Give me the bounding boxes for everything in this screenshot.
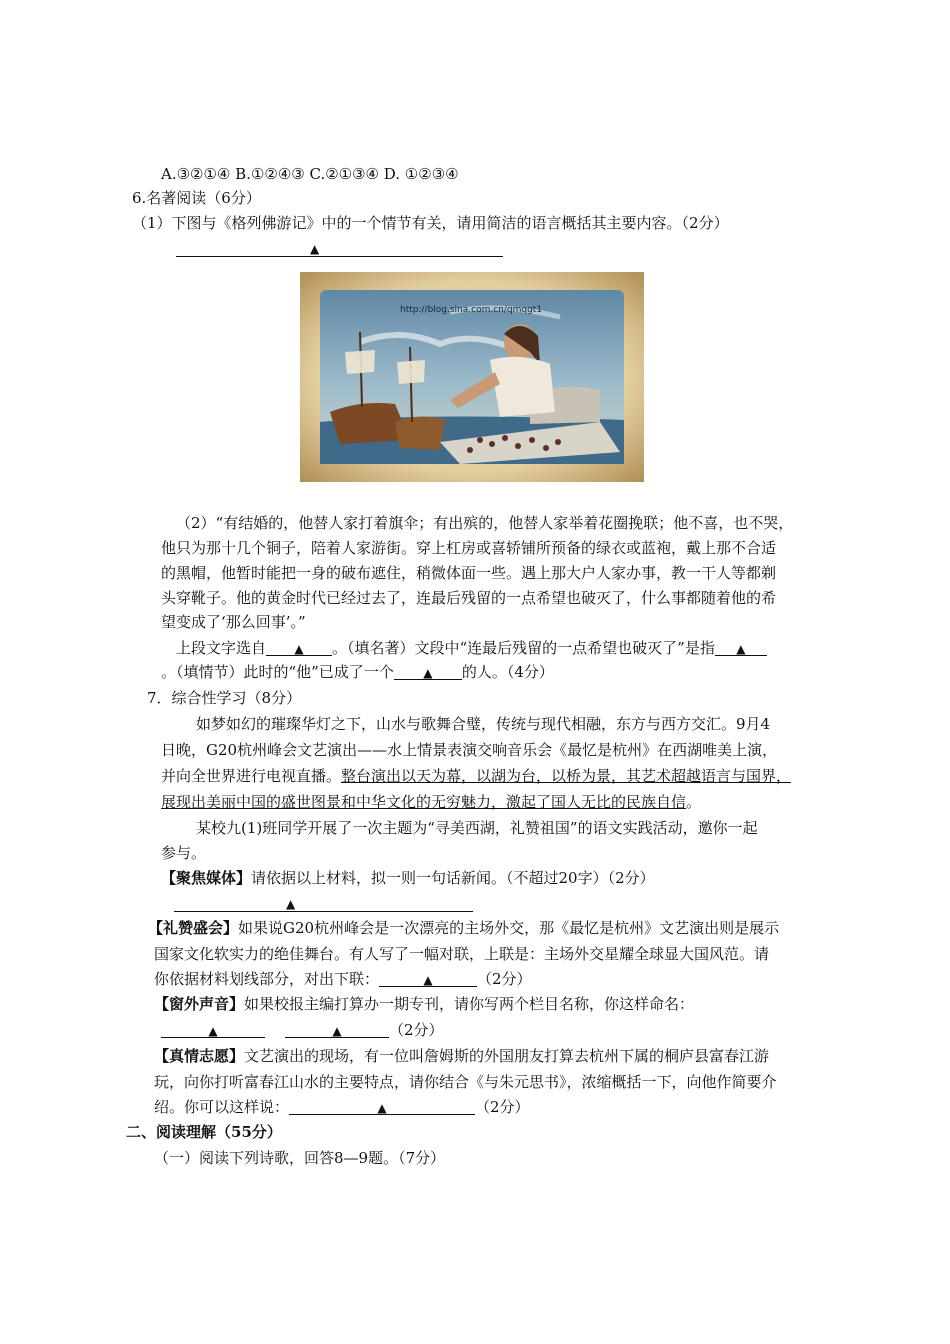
task-heading: 【真情志愿】 xyxy=(154,1047,245,1065)
q7-intro-text: 并向全世界进行电视直播。 xyxy=(161,767,342,785)
q6-part2-text: 。（填情节）此时的“他”已成了一个 xyxy=(161,663,394,681)
ship-hull-2 xyxy=(395,416,445,450)
task-text: 你依据材料划线部分，对出下联： xyxy=(154,970,380,988)
answer-marker-icon: ▲ xyxy=(423,666,433,680)
q7-intro-line: 如梦如幻的璀璨华灯之下，山水与歌舞合璧，传统与现代相融，东方与西方交汇。9月4 xyxy=(196,715,771,733)
q7-intro-line xyxy=(161,766,791,786)
section-2-title: 二、阅读理解（55分） xyxy=(126,1123,282,1141)
task-text-line: 国家文化软实力的绝佳舞台。有人写了一幅对联，上联是：主场外交星耀全球显大国风范。请 xyxy=(154,945,770,963)
task-text: 文艺演出的现场，有一位叫詹姆斯的外国朋友打算去杭州下属的桐庐县富春江游 xyxy=(244,1047,770,1065)
plot-blank[interactable] xyxy=(715,638,767,656)
q7-underlined-text: 展现出美丽中国的盛世图景和中华文化的无穷魅力，激起了国人无比的民族自信 xyxy=(161,793,687,811)
column-name-blank-2[interactable] xyxy=(285,1020,389,1038)
q6-part2-question-line1 xyxy=(176,638,767,658)
column-name-answers xyxy=(161,1020,444,1040)
q7-activity-line: 某校九(1)班同学开展了一次主题为“寻美西湖，礼赞祖国”的语文实践活动，邀你一起 xyxy=(196,819,758,837)
section-2-subtitle: （一）阅读下列诗歌，回答8—9题。（7分） xyxy=(154,1149,446,1167)
task-heading: 【礼赞盛会】 xyxy=(148,919,239,937)
q7-title: 7．综合性学习（8分） xyxy=(147,689,302,707)
answer-marker-icon: ▲ xyxy=(208,1024,218,1038)
task-outside-voice xyxy=(154,994,694,1014)
image-url-text: http://blog.sina.com.cn/qmqgt1 xyxy=(400,305,543,315)
q6-part2-text: 。（填名著）文段中“连最后残留的一点希望也破灭了”是指 xyxy=(332,639,715,657)
q6-part2-question-line2 xyxy=(161,662,554,682)
task-heading: 【聚焦媒体】 xyxy=(161,869,252,887)
answer-marker-icon: ▲ xyxy=(423,973,433,987)
fuchun-river-blank[interactable] xyxy=(289,1097,475,1115)
q7-intro-line: 日晚，G20杭州峰会文艺演出——水上情景表演交响音乐会《最忆是杭州》在西湖唯美上演， xyxy=(161,741,778,759)
book-name-blank[interactable] xyxy=(266,638,332,656)
q6-title: 6.名著阅读（6分） xyxy=(132,189,261,207)
q6-part1-prompt: （1）下图与《格列佛游记》中的一个情节有关，请用简洁的语言概括其主要内容。（2分） xyxy=(132,214,729,232)
column-name-blank-1[interactable] xyxy=(161,1020,265,1038)
q6-passage-line: 头穿靴子。他的黄金时代已经过去了，连最后残留的一点希望也破灭了，什么事都随着他的希 xyxy=(161,589,777,607)
q6-part2-text: 上段文字选自 xyxy=(176,639,267,657)
task-text-line xyxy=(154,969,532,989)
task-score: （2分） xyxy=(475,1098,530,1116)
couplet-blank[interactable] xyxy=(379,969,477,987)
q6-part1-answer-line[interactable] xyxy=(176,256,503,257)
answer-marker-icon: ▲ xyxy=(286,897,296,911)
q6-passage-line: 望变成了‘那么回事’。” xyxy=(161,613,306,631)
gulliver-illustration xyxy=(300,272,644,482)
q6-passage-line: （2）“有结婚的，他替人家打着旗伞；有出殡的，他替人家举着花圈挽联；他不喜，也不哭， xyxy=(176,514,794,532)
q7-intro-text: 。 xyxy=(686,793,702,811)
task-text-line xyxy=(154,1097,530,1117)
task-focus-media xyxy=(161,868,655,888)
task-text: 如果校报主编打算办一期专刊，请你写两个栏目名称，你这样命名： xyxy=(244,995,695,1013)
answer-marker-icon: ▲ xyxy=(377,1101,387,1115)
answer-marker-icon: ▲ xyxy=(332,1024,342,1038)
news-answer-line[interactable] xyxy=(174,911,473,912)
q6-passage-line: 的黑帽，他暂时能把一身的破布遮住，稍微体面一些。遇上那大户人家办事，教一干人等都剃 xyxy=(161,564,777,582)
task-text: 请依据以上材料，拟一则一句话新闻。（不超过20字）（2分） xyxy=(251,869,655,887)
task-text: 绍。你可以这样说： xyxy=(154,1098,290,1116)
q7-activity-line: 参与。 xyxy=(161,844,207,862)
q7-underlined-text: 整台演出以天为幕，以湖为台，以桥为景，其艺术超越语言与国界， xyxy=(341,767,792,785)
task-heading: 【窗外声音】 xyxy=(154,995,245,1013)
gulliver-body xyxy=(490,357,555,417)
task-score: （2分） xyxy=(477,970,532,988)
answer-marker-icon: ▲ xyxy=(310,242,320,256)
task-praise xyxy=(148,918,779,938)
q6-part2-text: 的人。（4分） xyxy=(461,663,554,681)
person-type-blank[interactable] xyxy=(394,662,462,680)
task-text: 如果说G20杭州峰会是一次漂亮的主场外交，那《最忆是杭州》文艺演出则是展示 xyxy=(238,919,780,937)
task-volunteer xyxy=(154,1046,769,1066)
q7-intro-line xyxy=(161,792,701,812)
answer-marker-icon: ▲ xyxy=(736,642,746,656)
q5-options: A.③②①④ B.①②④③ C.②①③④ D. ①②③④ xyxy=(161,165,459,183)
task-score: （2分） xyxy=(389,1021,444,1039)
q6-passage-line: 他只为那十几个铜子，陪着人家游街。穿上杠房或喜轿铺所预备的绿衣或蓝袍，戴上那不合适 xyxy=(161,539,777,557)
task-text-line: 玩，向你打听富春江山水的主要特点，请你结合《与朱元思书》，浓缩概括一下，向他作简要介 xyxy=(154,1073,777,1091)
answer-marker-icon: ▲ xyxy=(294,642,304,656)
